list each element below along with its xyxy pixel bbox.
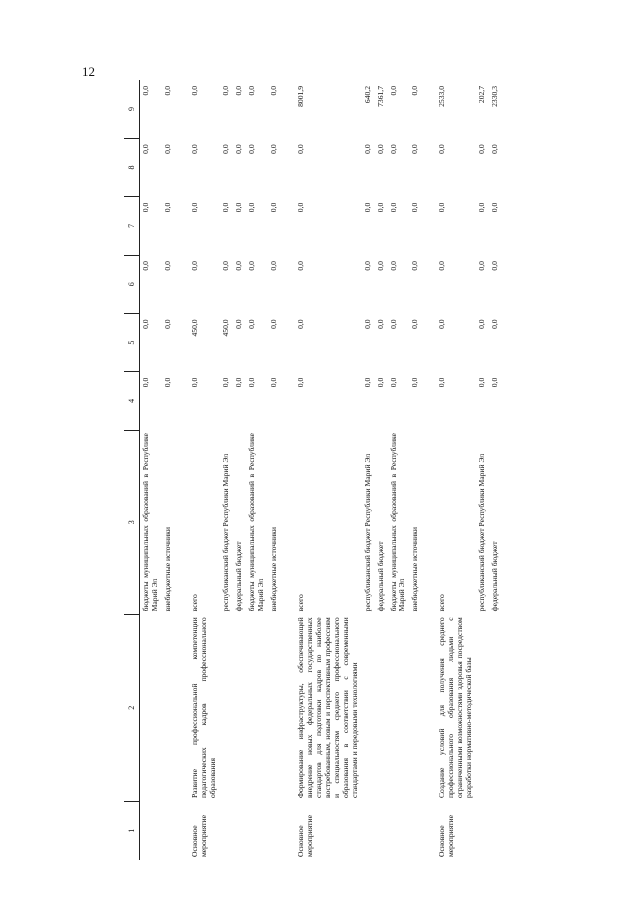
value-cell: 0,0 <box>410 86 420 96</box>
funding-source-cell: республиканский бюджет Республики Марий Эл <box>477 453 487 612</box>
value-cell: 0,0 <box>388 202 398 213</box>
funding-source-cell: всего <box>437 594 447 612</box>
value-cell: 0,0 <box>295 202 305 213</box>
activity-name-cell <box>140 614 162 801</box>
activity-name-cell <box>268 614 281 801</box>
funding-source-cell: всего <box>295 594 305 612</box>
value-cell: 0,0 <box>477 377 487 388</box>
value-cell: 0,0 <box>388 86 398 96</box>
col-header-1: 1 <box>124 801 140 860</box>
value-cell: 0,0 <box>163 261 173 271</box>
value-cell: 0,0 <box>388 319 398 329</box>
value-cell: 0,0 <box>410 202 420 213</box>
value-cell: 0,0 <box>437 144 447 154</box>
value-cell: 0,0 <box>295 144 305 154</box>
value-cell: 0,0 <box>234 319 244 329</box>
value-cell: 2533,0 <box>437 86 447 107</box>
activity-type-cell <box>162 801 175 860</box>
funding-source-cell: бюджеты муниципальных образований в Республике Марий Эл <box>388 433 407 612</box>
activity-name-cell <box>375 614 388 801</box>
funding-source-cell: внебюджетные источники <box>268 527 278 612</box>
value-cell: 0,0 <box>268 86 278 96</box>
activity-name-cell <box>489 614 502 801</box>
value-cell: 0,0 <box>163 202 173 213</box>
value-cell: 0,0 <box>268 261 278 271</box>
table-row <box>233 80 246 860</box>
value-cell: 0,0 <box>295 319 305 329</box>
col-header-4: 4 <box>124 372 140 430</box>
value-cell: 0,0 <box>247 319 257 329</box>
table-row <box>489 80 502 860</box>
value-cell: 0,0 <box>221 144 231 154</box>
activity-type-cell <box>246 801 268 860</box>
value-cell: 0,0 <box>437 377 447 388</box>
section-spacer <box>175 80 189 860</box>
value-cell: 0,0 <box>410 144 420 154</box>
value-cell: 0,0 <box>163 86 173 96</box>
value-cell: 8001,9 <box>295 86 305 107</box>
value-cell: 0,0 <box>410 261 420 271</box>
activity-type-cell: Основное мероприятие <box>295 815 314 857</box>
value-cell: 0,0 <box>190 202 200 213</box>
value-cell: 0,0 <box>163 144 173 154</box>
value-cell: 0,0 <box>221 377 231 388</box>
value-cell: 0,0 <box>375 202 385 213</box>
table-row <box>362 80 375 860</box>
value-cell: 0,0 <box>375 261 385 271</box>
value-cell: 0,0 <box>268 202 278 213</box>
value-cell: 0,0 <box>190 377 200 388</box>
table-body <box>140 80 502 860</box>
value-cell: 0,0 <box>490 261 500 271</box>
table-row <box>140 80 162 860</box>
value-cell: 0,0 <box>437 319 447 329</box>
value-cell: 0,0 <box>437 261 447 271</box>
value-cell: 0,0 <box>141 144 151 154</box>
activity-name-cell <box>162 614 175 801</box>
value-cell: 0,0 <box>234 377 244 388</box>
funding-source-cell: федеральный бюджет <box>490 541 500 612</box>
section-spacer <box>281 80 295 860</box>
value-cell: 450,0 <box>221 319 231 337</box>
table-row <box>388 80 410 860</box>
table-row <box>162 80 175 860</box>
value-cell: 0,0 <box>388 377 398 388</box>
activity-type-cell <box>362 801 375 860</box>
activity-name-cell <box>246 614 268 801</box>
value-cell: 0,0 <box>141 86 151 96</box>
value-cell: 0,0 <box>141 319 151 329</box>
value-cell: 0,0 <box>247 86 257 96</box>
value-cell: 0,0 <box>247 377 257 388</box>
value-cell: 0,0 <box>163 377 173 388</box>
activity-name-cell: Развитие профессиональной компетенции педагогических кадров профессионального образования <box>190 617 218 799</box>
value-cell: 0,0 <box>477 202 487 213</box>
activity-type-cell: Основное мероприятие <box>437 815 456 857</box>
activity-name-cell <box>476 614 489 801</box>
activity-type-cell <box>409 801 422 860</box>
value-cell: 0,0 <box>247 144 257 154</box>
value-cell: 0,0 <box>477 144 487 154</box>
activity-type-cell <box>375 801 388 860</box>
page-number: 12 <box>82 64 95 79</box>
value-cell: 0,0 <box>190 86 200 96</box>
value-cell: 0,0 <box>295 377 305 388</box>
value-cell: 0,0 <box>388 261 398 271</box>
value-cell: 202,7 <box>477 86 487 104</box>
value-cell: 0,0 <box>190 261 200 271</box>
value-cell: 0,0 <box>268 319 278 329</box>
value-cell: 0,0 <box>477 319 487 329</box>
value-cell: 0,0 <box>190 144 200 154</box>
value-cell: 0,0 <box>234 261 244 271</box>
value-cell: 0,0 <box>141 261 151 271</box>
value-cell: 0,0 <box>268 144 278 154</box>
value-cell: 0,0 <box>437 202 447 213</box>
activity-name-cell <box>233 614 246 801</box>
col-header-2: 2 <box>124 614 140 801</box>
table-row <box>375 80 388 860</box>
activity-name-cell <box>220 614 233 801</box>
value-cell: 0,0 <box>490 319 500 329</box>
value-cell: 0,0 <box>362 319 372 329</box>
funding-source-cell: бюджеты муниципальных образований в Республике Марий Эл <box>247 433 266 612</box>
activity-name-cell: Формирование инфраструктуры, обеспечивающей внедрение новых федеральных государственных стандартов для подготовки кадров по наиболее востребованным, новым и перспективным профессиям и специальностям среднего профессионального образования в соответствии с современными стандартами и передовыми технологиями <box>295 617 359 799</box>
value-cell: 0,0 <box>221 261 231 271</box>
col-header-5: 5 <box>124 313 140 371</box>
value-cell: 2330,3 <box>490 86 500 107</box>
value-cell: 0,0 <box>477 261 487 271</box>
value-cell: 0,0 <box>295 261 305 271</box>
col-header-3: 3 <box>124 430 140 614</box>
table-row <box>268 80 281 860</box>
activity-name-cell <box>409 614 422 801</box>
value-cell: 0,0 <box>490 144 500 154</box>
activity-type-cell <box>388 801 410 860</box>
activity-name-cell <box>362 614 375 801</box>
value-cell: 0,0 <box>221 86 231 96</box>
funding-source-cell: республиканский бюджет Республики Марий Эл <box>362 453 372 612</box>
value-cell: 0,0 <box>410 377 420 388</box>
funding-source-cell: внебюджетные источники <box>163 527 173 612</box>
activity-name-cell: Создание условий для получения среднего профессионального образования людьми с ограниченными возможностями здоровья посредством разработки нормативно-методической базы <box>437 617 474 799</box>
table-row <box>295 80 362 860</box>
table-row <box>476 80 489 860</box>
value-cell: 0,0 <box>362 261 372 271</box>
col-header-9: 9 <box>124 80 140 138</box>
value-cell: 0,0 <box>234 202 244 213</box>
value-cell: 0,0 <box>375 319 385 329</box>
funding-source-cell: бюджеты муниципальных образований в Республике Марий Эл <box>141 433 160 612</box>
col-header-6: 6 <box>124 255 140 313</box>
activity-type-cell: Основное мероприятие <box>190 815 209 857</box>
activity-type-cell <box>476 801 489 860</box>
value-cell: 0,0 <box>268 377 278 388</box>
funding-source-cell: всего <box>190 594 200 612</box>
activity-type-cell <box>220 801 233 860</box>
table-row <box>189 80 220 860</box>
activity-type-cell <box>489 801 502 860</box>
value-cell: 0,0 <box>490 202 500 213</box>
rotated-table-sheet <box>124 80 564 860</box>
value-cell: 0,0 <box>362 377 372 388</box>
column-number-row <box>124 80 140 860</box>
value-cell: 0,0 <box>388 144 398 154</box>
value-cell: 0,0 <box>490 377 500 388</box>
value-cell: 640,2 <box>362 86 372 104</box>
value-cell: 0,0 <box>247 261 257 271</box>
activity-type-cell <box>140 801 162 860</box>
value-cell: 0,0 <box>234 144 244 154</box>
col-header-8: 8 <box>124 138 140 196</box>
value-cell: 7361,7 <box>375 86 385 107</box>
section-spacer <box>422 80 436 860</box>
funding-source-cell: федеральный бюджет <box>375 541 385 612</box>
funding-table <box>124 80 502 860</box>
value-cell: 450,0 <box>190 319 200 337</box>
value-cell: 0,0 <box>247 202 257 213</box>
table-row <box>409 80 422 860</box>
table-row <box>246 80 268 860</box>
funding-source-cell: внебюджетные источники <box>410 527 420 612</box>
activity-name-cell <box>388 614 410 801</box>
value-cell: 0,0 <box>410 319 420 329</box>
activity-type-cell <box>233 801 246 860</box>
col-header-7: 7 <box>124 197 140 255</box>
value-cell: 0,0 <box>234 86 244 96</box>
value-cell: 0,0 <box>141 377 151 388</box>
value-cell: 0,0 <box>362 144 372 154</box>
value-cell: 0,0 <box>163 319 173 329</box>
value-cell: 0,0 <box>141 202 151 213</box>
activity-type-cell <box>268 801 281 860</box>
value-cell: 0,0 <box>221 202 231 213</box>
value-cell: 0,0 <box>375 144 385 154</box>
value-cell: 0,0 <box>375 377 385 388</box>
table-row <box>436 80 476 860</box>
funding-source-cell: республиканский бюджет Республики Марий Эл <box>221 453 231 612</box>
funding-source-cell: федеральный бюджет <box>234 541 244 612</box>
table-row <box>220 80 233 860</box>
value-cell: 0,0 <box>362 202 372 213</box>
